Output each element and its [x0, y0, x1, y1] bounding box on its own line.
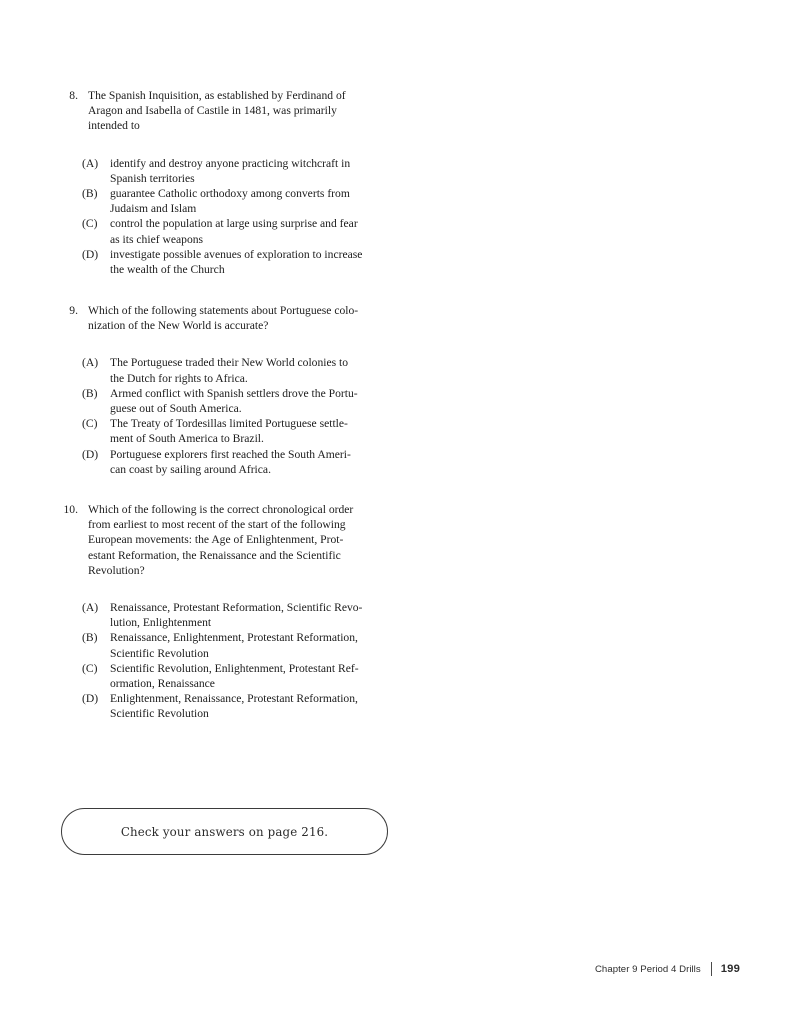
question-block-10	[55, 502, 475, 722]
text-line: Scientific Revolution	[110, 707, 209, 721]
text-line: can coast by sailing around Africa.	[110, 462, 271, 476]
answer-options	[55, 600, 475, 722]
question-number: 10.	[63, 503, 78, 516]
option-label: (C)	[82, 217, 98, 231]
text-line: identify and destroy anyone practicing witchcraft in	[110, 156, 351, 170]
text-line: Revolution?	[88, 563, 145, 577]
text-line: as its chief weapons	[110, 232, 204, 246]
option-text	[110, 691, 475, 721]
text-line: from earliest to most recent of the start of the following	[88, 518, 346, 532]
question-stem	[55, 502, 475, 578]
text-line: The Portuguese traded their New World colonies to	[110, 356, 349, 370]
option-text	[110, 661, 475, 691]
option-text	[110, 416, 475, 446]
option-label: (D)	[82, 447, 99, 461]
page-footer	[595, 962, 740, 976]
option-text	[110, 447, 475, 477]
text-line: Aragon and Isabella of Castile in 1481, was primarily	[88, 104, 337, 118]
question-block-8	[55, 88, 475, 277]
option-d[interactable]	[82, 691, 475, 721]
question-stem-text	[88, 303, 475, 333]
text-line: the Dutch for rights to Africa.	[110, 371, 248, 385]
option-b[interactable]	[82, 186, 475, 216]
text-line: guese out of South America.	[110, 402, 242, 416]
option-text	[110, 386, 475, 416]
option-text	[110, 600, 475, 630]
option-b[interactable]	[82, 630, 475, 660]
text-line: ment of South America to Brazil.	[110, 432, 264, 446]
text-line: European movements: the Age of Enlightenment, Prot-	[88, 533, 344, 547]
text-line: Scientific Revolution	[110, 646, 209, 660]
option-label: (A)	[82, 156, 99, 170]
text-line: lution, Enlightenment	[110, 616, 212, 630]
option-text	[110, 355, 475, 385]
option-label: (B)	[82, 386, 98, 400]
option-label: (D)	[82, 692, 99, 706]
option-label: (A)	[82, 356, 99, 370]
text-line: ormation, Renaissance	[110, 677, 215, 691]
text-line: Portuguese explorers first reached the South Ameri-	[110, 447, 351, 461]
option-label: (D)	[82, 247, 99, 261]
question-stem-text	[88, 502, 475, 578]
text-line: The Spanish Inquisition, as established by Ferdinand of	[88, 89, 346, 102]
text-line: Which of the following statements about Portuguese colo-	[88, 304, 359, 317]
option-text	[110, 156, 475, 186]
answer-options	[55, 355, 475, 477]
page-number: 199	[720, 963, 740, 975]
question-number: 9.	[69, 304, 78, 317]
option-c[interactable]	[82, 661, 475, 691]
option-text	[110, 630, 475, 660]
question-stem	[55, 303, 475, 333]
footer-chapter-label: Chapter 9 Period 4 Drills	[594, 963, 701, 975]
text-line: investigate possible avenues of exploration to increase	[110, 247, 363, 261]
text-line: Armed conflict with Spanish settlers drove the Portu-	[110, 386, 358, 400]
option-d[interactable]	[82, 247, 475, 277]
answer-options	[55, 156, 475, 278]
text-line: intended to	[88, 119, 140, 133]
text-line: Renaissance, Protestant Reformation, Scientific Revo-	[110, 601, 363, 615]
option-label: (C)	[82, 417, 98, 431]
option-a[interactable]	[82, 355, 475, 385]
option-b[interactable]	[82, 386, 475, 416]
option-a[interactable]	[82, 156, 475, 186]
footer-divider	[711, 962, 712, 976]
text-line: Judaism and Islam	[110, 202, 197, 216]
option-text	[110, 216, 475, 246]
option-c[interactable]	[82, 216, 475, 246]
text-line: control the population at large using surprise and fear	[110, 217, 358, 231]
option-text	[110, 186, 475, 216]
text-line: nization of the New World is accurate?	[88, 319, 269, 333]
option-a[interactable]	[82, 600, 475, 630]
question-block-9	[55, 303, 475, 477]
text-line: guarantee Catholic orthodoxy among converts from	[110, 187, 350, 201]
question-stem-text	[88, 88, 475, 134]
question-number: 8.	[69, 89, 78, 102]
option-label: (B)	[82, 187, 98, 201]
text-line: Spanish territories	[110, 171, 195, 185]
text-line: the wealth of the Church	[110, 263, 225, 277]
option-text	[110, 247, 475, 277]
option-label: (B)	[82, 631, 98, 645]
check-answers-text: Check your answers on page 216.	[120, 824, 329, 839]
question-stem	[55, 88, 475, 134]
check-answers-callout	[61, 808, 388, 855]
option-label: (C)	[82, 661, 98, 675]
text-line: estant Reformation, the Renaissance and the Scientific	[88, 548, 341, 562]
option-d[interactable]	[82, 447, 475, 477]
text-line: Renaissance, Enlightenment, Protestant Reformation,	[110, 631, 358, 645]
text-line: The Treaty of Tordesillas limited Portuguese settle-	[110, 417, 348, 431]
text-line: Scientific Revolution, Enlightenment, Protestant Ref-	[110, 661, 359, 675]
text-line: Enlightenment, Renaissance, Protestant Reformation,	[110, 692, 358, 706]
text-line: Which of the following is the correct chronological order	[88, 503, 354, 516]
option-c[interactable]	[82, 416, 475, 446]
option-label: (A)	[82, 601, 99, 615]
